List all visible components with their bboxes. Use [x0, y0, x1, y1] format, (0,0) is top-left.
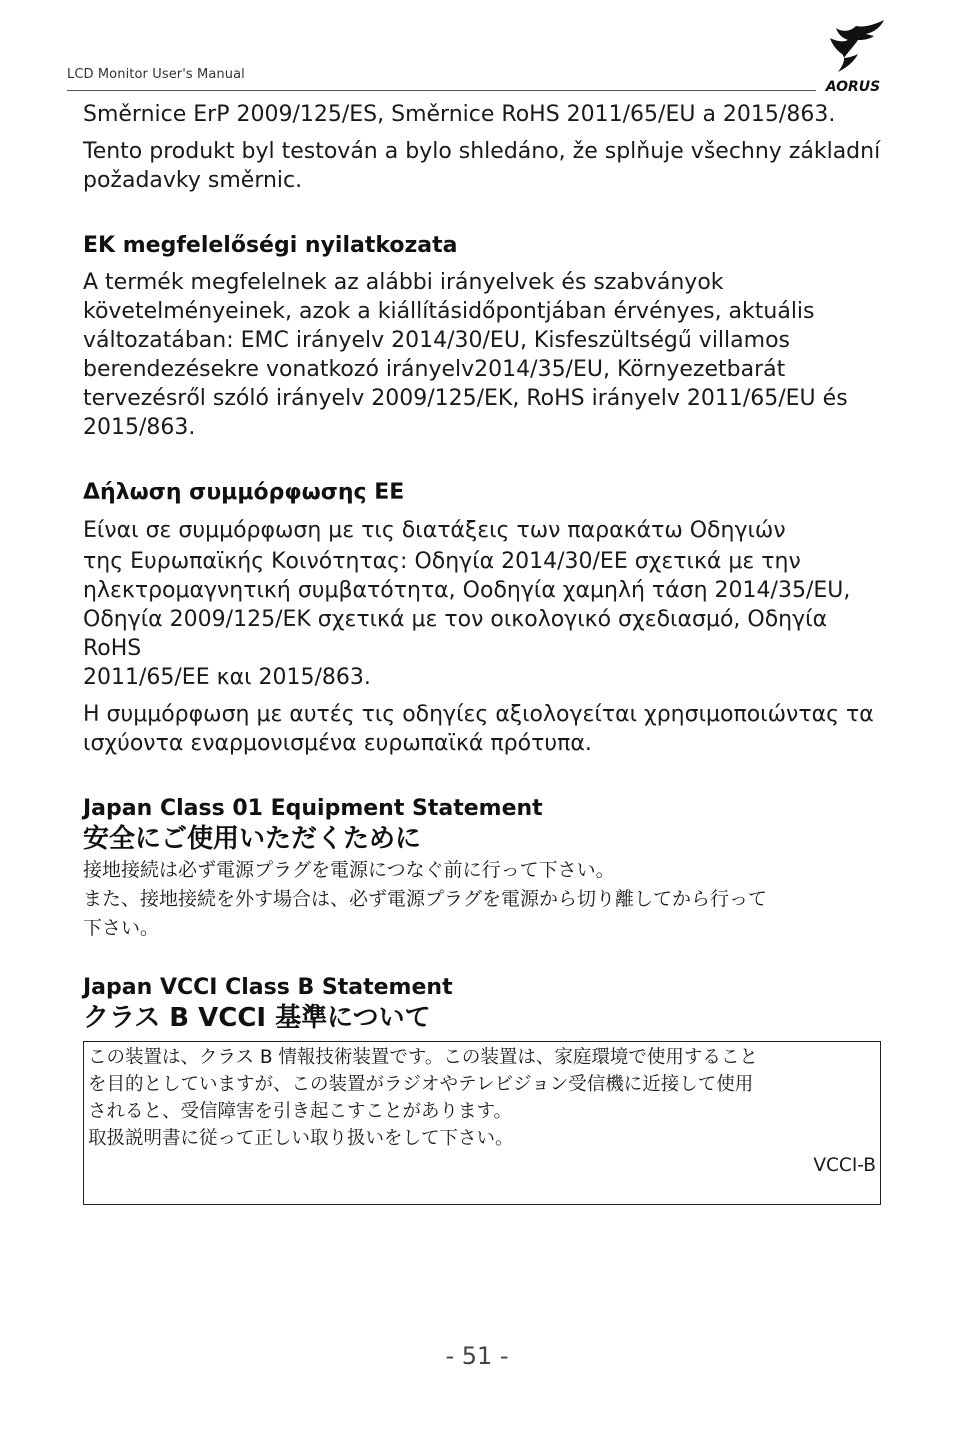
logo-wordmark: AORUS — [825, 79, 881, 94]
aorus-eagle-logo-icon — [818, 18, 888, 94]
page-number: - 51 - — [445, 1342, 509, 1370]
hungarian-line: követelményeinek, azok a kiállításidőpontjában érvényes, aktuális — [83, 299, 815, 324]
greek-line: Η συμμόρφωση με αυτές τις οδηγίες αξιολογείται χρησιμοποιώντας τα — [83, 702, 874, 727]
hungarian-line: A termék megfelelnek az alábbi irányelvek és szabványok — [83, 270, 724, 295]
vcci-box-line: この装置は、クラス B 情報技術装置です。この装置は、家庭環境で使用すること — [88, 1047, 758, 1068]
greek-heading: Δήλωση συμμόρφωσης ΕΕ — [83, 480, 405, 505]
vcci-class-tag: VCCI-B — [813, 1155, 876, 1176]
japan-class01-line: また、接地接続を外す場合は、必ず電源プラグを電源から切り離してから行って — [83, 888, 768, 910]
hungarian-line: 2015/863. — [83, 415, 196, 440]
japan-class01-line: 接地接続は必ず電源プラグを電源につなぐ前に行って下さい。 — [83, 859, 615, 881]
czech-directive-line: Směrnice ErP 2009/125/ES, Směrnice RoHS 2011/65/EU a 2015/863. — [83, 102, 836, 127]
greek-line: 2011/65/ΕΕ και 2015/863. — [83, 665, 371, 690]
greek-line: Είναι σε συμμόρφωση με τις διατάξεις των παρακάτω Οδηγιών — [83, 518, 786, 543]
manual-header-title: LCD Monitor User's Manual — [67, 67, 245, 82]
japan-vcci-heading-jp: クラス B VCCI 基準について — [83, 1003, 431, 1033]
page-content — [83, 100, 883, 1205]
vcci-statement-box — [83, 1041, 881, 1205]
hungarian-line: változatában: EMC irányelv 2014/30/EU, Kisfeszültségű villamos — [83, 328, 790, 353]
hungarian-line: berendezésekre vonatkozó irányelv2014/35/EU, Környezetbarát — [83, 357, 786, 382]
greek-line: ισχύοντα εναρμονισμένα ευρωπαϊκά πρότυπα. — [83, 731, 592, 756]
czech-compliance-line-2: požadavky směrnic. — [83, 168, 303, 193]
greek-line: Οδηγία 2009/125/ΕΚ σχετικά με τον οικολογικό σχεδιασμό, Οδηγία RoHS — [83, 607, 828, 661]
vcci-box-line: を目的としていますが、この装置がラジオやテレビジョン受信機に近接して使用 — [88, 1074, 754, 1095]
japan-class01-heading-jp: 安全にご使用いただくために — [83, 824, 422, 854]
vcci-box-line: 取扱説明書に従って正しい取り扱いをして下さい。 — [88, 1128, 514, 1149]
czech-compliance-line-1: Tento produkt byl testován a bylo shledáno, že splňuje všechny základní — [83, 139, 881, 164]
header-rule — [67, 90, 816, 91]
japan-vcci-heading: Japan VCCI Class B Statement — [83, 975, 453, 1000]
japan-class01-heading: Japan Class 01 Equipment Statement — [83, 796, 543, 821]
greek-line: ηλεκτρομαγνητική συμβατότητα, Οοδηγία χαμηλή τάση 2014/35/EU, — [83, 578, 851, 603]
vcci-box-line: されると、受信障害を引き起こすことがあります。 — [88, 1101, 513, 1122]
hungarian-heading: EK megfelelőségi nyilatkozata — [83, 233, 458, 258]
greek-line: της Ευρωπαϊκής Κοινότητας: Οδηγία 2014/30/ΕΕ σχετικά με την — [83, 549, 801, 574]
japan-class01-line: 下さい。 — [83, 917, 160, 939]
hungarian-line: tervezésről szóló irányelv 2009/125/EK, RoHS irányelv 2011/65/EU és — [83, 386, 848, 411]
